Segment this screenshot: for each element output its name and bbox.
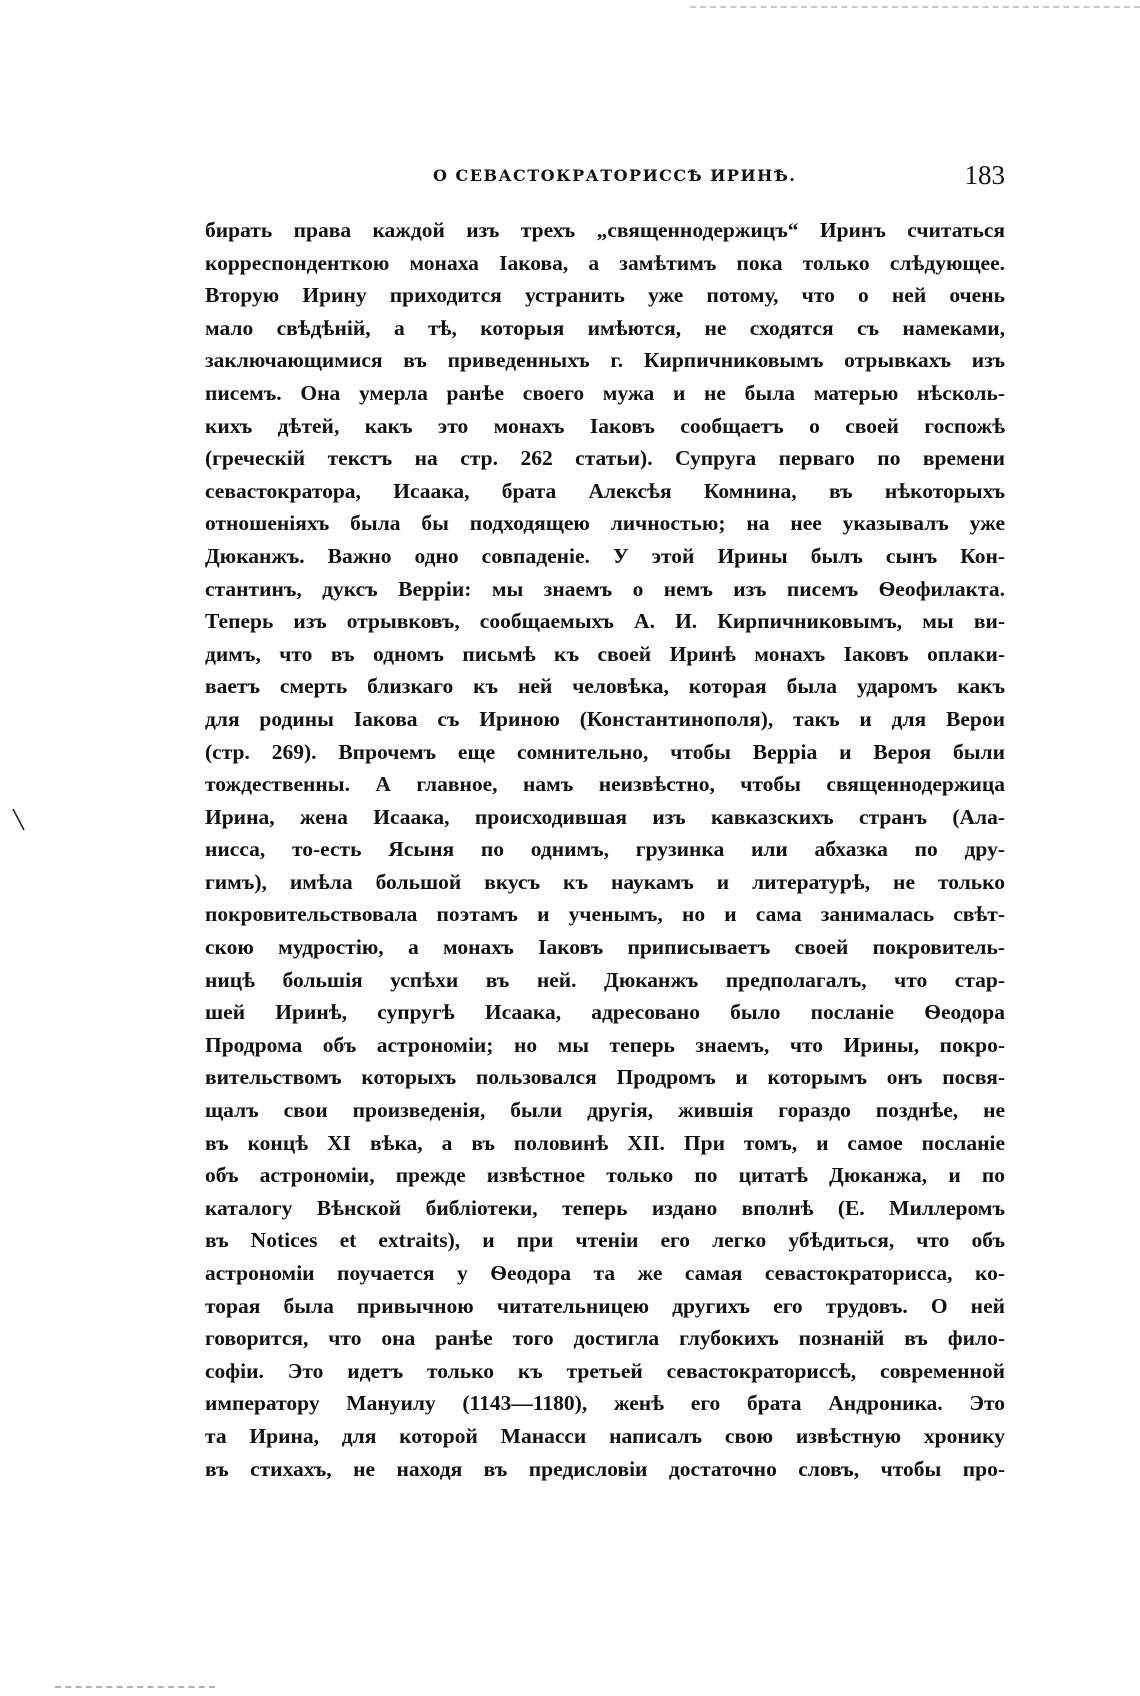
text-line: софіи. Это идетъ только къ третьей севастократориссѣ, современной — [205, 1358, 1005, 1383]
text-line: бирать права каждой изъ трехъ „священнодержицъ“ Иринъ считаться — [205, 218, 1005, 242]
text-line: Дюканжъ. Важно одно совпаденіе. У этой Ирины былъ сынъ Кон- — [205, 543, 1005, 568]
text-line: Ирина, жена Исаака, происходившая изъ кавказскихъ странъ (Ала- — [205, 804, 1005, 829]
scan-edge-top — [690, 6, 1140, 8]
text-line: заключающимися въ приведенныхъ г. Кирпичниковымъ отрывкахъ изъ — [205, 348, 1005, 373]
text-line: севастократора, Исаака, брата Алексѣя Комнина, въ нѣкоторыхъ — [205, 478, 1005, 503]
text-line: ваетъ смерть близкаго къ ней человѣка, которая была ударомъ какъ — [205, 674, 1005, 699]
text-line: димъ, что въ одномъ письмѣ къ своей Иринѣ монахъ Іаковъ оплаки- — [205, 641, 1005, 666]
text-line: мало свѣдѣній, а тѣ, которыя имѣются, не сходятся съ намеками, — [205, 315, 1005, 340]
text-line: императору Мануилу (1143—1180), женѣ его брата Андроника. Это — [205, 1391, 1005, 1416]
text-line: объ астрономіи, прежде извѣстное только по цитатѣ Дюканжа, и по — [205, 1163, 1005, 1188]
margin-pencil-mark — [12, 808, 26, 832]
text-line: говорится, что она ранѣе того достигла глубокихъ познаній въ фило- — [205, 1326, 1005, 1351]
text-line: торая была привычною читательницею другихъ его трудовъ. О ней — [205, 1293, 1005, 1318]
text-line: нисса, то-есть Ясыня по однимъ, грузинка или абхазка по дру- — [205, 837, 1005, 862]
text-line: кихъ дѣтей, какъ это монахъ Іаковъ сообщаетъ о своей госпожѣ — [205, 413, 1005, 438]
text-line: щалъ свои произведенія, были другія, жившія гораздо позднѣе, не — [205, 1098, 1005, 1123]
running-head — [205, 160, 1005, 194]
body-text — [205, 214, 1005, 1485]
text-line: для родины Іакова съ Ириною (Константинополя), такъ и для Верои — [205, 706, 1005, 731]
text-line: Вторую Ирину приходится устранить уже потому, что о ней очень — [205, 283, 1005, 308]
text-line: шей Иринѣ, супругѣ Исаака, адресовано было посланіе Ѳеодора — [205, 1000, 1005, 1025]
text-line: ницѣ большія успѣхи въ ней. Дюканжъ предполагалъ, что стар- — [205, 967, 1005, 992]
text-line: та Ирина, для которой Манасси написалъ свою извѣстную хронику — [205, 1423, 1005, 1448]
text-line: астрономіи поучается у Ѳеодора та же самая севастократорисса, ко- — [205, 1261, 1005, 1285]
scan-edge-bottom — [55, 1686, 215, 1688]
text-line: писемъ. Она умерла ранѣе своего мужа и не была матерью нѣсколь- — [205, 380, 1005, 405]
text-line: корреспонденткою монаха Іакова, а замѣтимъ пока только слѣдующее. — [205, 250, 1005, 275]
text-line: въ концѣ XI вѣка, а въ половинѣ XII. При томъ, и самое посланіе — [205, 1130, 1005, 1155]
text-line: (греческій текстъ на стр. 262 статьи). Супруга перваго по времени — [205, 446, 1005, 471]
text-line: скою мудростію, а монахъ Іаковъ приписываетъ своей покровитель- — [205, 935, 1005, 960]
text-line: тождественны. А главное, намъ неизвѣстно, чтобы священнодержица — [205, 772, 1005, 797]
text-line: Теперь изъ отрывковъ, сообщаемыхъ А. И. Кирпичниковымъ, мы ви- — [205, 609, 1005, 634]
text-line: въ Notices et extraits), и при чтеніи его легко убѣдиться, что объ — [205, 1228, 1005, 1253]
text-line: Продрома объ астрономіи; но мы теперь знаемъ, что Ирины, покро- — [205, 1032, 1005, 1057]
text-line: вительствомъ которыхъ пользовался Продромъ и которымъ онъ посвя- — [205, 1065, 1005, 1090]
text-line: стантинъ, дуксъ Верріи: мы знаемъ о немъ изъ писемъ Ѳеофилакта. — [205, 576, 1005, 601]
text-line: (стр. 269). Впрочемъ еще сомнительно, чтобы Верріа и Вероя были — [205, 739, 1005, 764]
text-line: каталогу Вѣнской библіотеки, теперь издано вполнѣ (Е. Миллеромъ — [205, 1195, 1005, 1220]
text-line: покровительствовала поэтамъ и ученымъ, но и сама занималась свѣт- — [205, 902, 1005, 927]
text-line: гимъ), имѣла большой вкусъ къ наукамъ и литературѣ, не только — [205, 869, 1005, 894]
text-line: отношеніяхъ была бы подходящею личностью; на нее указывалъ уже — [205, 511, 1005, 536]
page-number: 183 — [964, 160, 1005, 190]
text-line: въ стихахъ, не находя въ предисловіи достаточно словъ, чтобы про- — [205, 1456, 1005, 1481]
running-title: О СЕВАСТОКРАТОРИССѢ ИРИНѢ. — [433, 166, 797, 185]
